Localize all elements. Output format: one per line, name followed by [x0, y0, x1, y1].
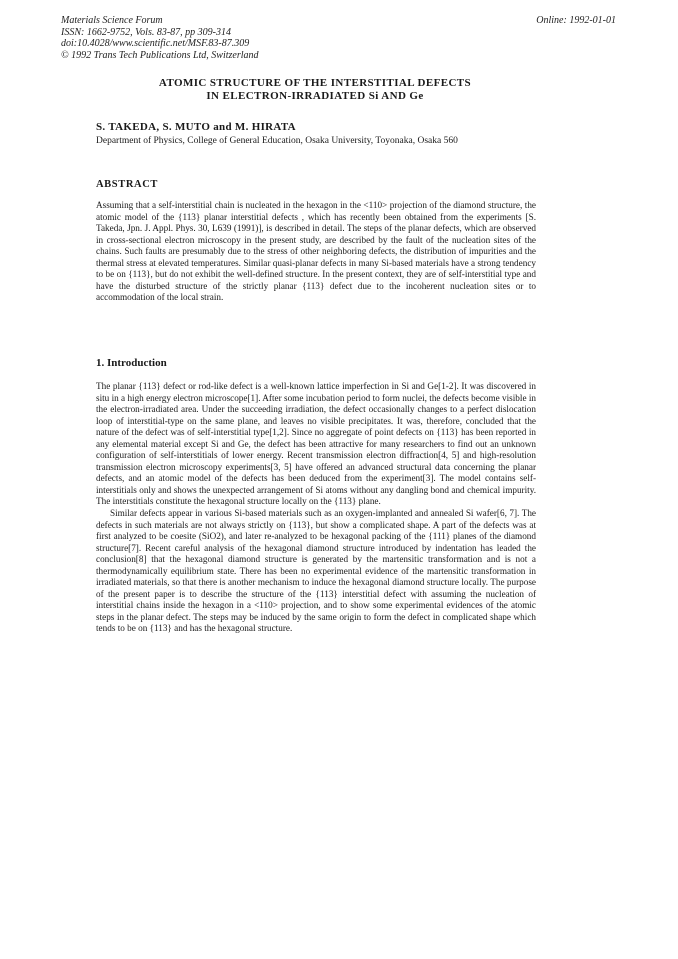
section-heading-introduction: 1. Introduction — [96, 357, 167, 369]
intro-paragraph-2: Similar defects appear in various Si-based materials such as an oxygen-implanted and annealed Si wafer[6, 7]. The defects in such materials are not always strictly on {113}, but show a complicated shape. A part of the defects was at first analyzed to be coesite (SiO2), and later re-analyzed to be hexagonal packing of the {111} planes of the diamond structure[7]. Recent careful analysis of the hexagonal diamond structure introduced by indentation has leaded the conclusion[8] that the hexagonal diamond structure is generated by the martensitic transformation and is not a thermodynamically equilibrium state. There has been no experimental evidence of the martensitic transformation in irradiated materials, so that there is another mechanism to induce the hexagonal diamond structure locally. The purpose of the present paper is to describe the structure of the {113} interstitial defect with assuming the nucleation of interstitial chains inside the hexagon in a <110> projection, and to show some experimental evidences of the atomic steps in the planar defect. The steps may be induced by the same origin to form the defect in complicated shape which tends to be on {113} and has the hexagonal structure. — [96, 508, 536, 634]
introduction-body — [96, 381, 536, 635]
title-line-2: IN ELECTRON-IRRADIATED Si AND Ge — [206, 90, 424, 102]
doi-link[interactable]: doi:10.4028/www.scientific.net/MSF.83-87.309 — [61, 38, 250, 49]
issn-line: ISSN: 1662-9752, Vols. 83-87, pp 309-314 — [61, 26, 231, 38]
affiliation: Department of Physics, College of General Education, Osaka University, Toyonaka, Osaka 560 — [96, 136, 458, 146]
journal-name: Materials Science Forum — [61, 15, 163, 26]
journal-header — [61, 15, 259, 61]
abstract-text: Assuming that a self-interstitial chain is nucleated in the hexagon in the <110> projection of the diamond structure, the atomic model of the {113} planar interstitial defects , which has recently been obtained from the experiments [S. Takeda, Jpn. J. Appl. Phys. 30, L639 (1991)], is described in detail. The steps of the planar defects, which are observed in cross-sectional electron microscopy in the present study, are described by the fault of the nucleation sites of the chains. Such faults are presumably due to the stress of other neighboring defects, the distribution of impurities and the thermal stress at elevated temperatures. Similar quasi-planar defects in many Si-based materials have a strong tendency to be on {113}, but do not exhibit the well-defined structure. In the present context, they are of self-interstitial type and have the disturbed structure of the strictly planar {113} defect due to the incoherent nucleation sites or to accommodation of the local strain. — [96, 200, 536, 303]
abstract-heading: ABSTRACT — [96, 179, 158, 190]
copyright-line: © 1992 Trans Tech Publications Ltd, Switzerland — [61, 49, 259, 61]
online-date: Online: 1992-01-01 — [536, 15, 616, 26]
intro-paragraph-1: The planar {113} defect or rod-like defect is a well-known lattice imperfection in Si and Ge[1-2]. It was discovered in situ in a high energy electron microscope[1]. After some incubation period to form nuclei, the defects become visible in the electron-irradiated area. Under the succeeding irradiation, the defect occasionally changes to a perfect dislocation loop of interstitial-type on the same plane, and leaves no visible precipitates. It was, therefore, concluded that the nature of the defect was of self-interstitial type[1,2]. Since no aggregate of point defects on {113} has been reported in any elemental material except Si and Ge, the defect has been attractive for many researchers to find out an unknown configuration of self-interstitials of lower energy. Recent transmission electron diffraction[4, 5] and high-resolution transmission electron microscopy experiments[3, 5] have offered an advanced structural data concerning the planar defects, and an atomic model of the defects has been deduced from the experiment[3]. The model contains self-interstitials only and shows the unexpected arrangement of Si atoms without any dangling bond and chemical impurity. The interstitials constitute the hexagonal structure locally on the {113} plane. — [96, 381, 536, 507]
authors: S. TAKEDA, S. MUTO and M. HIRATA — [96, 121, 296, 133]
title-line-1: ATOMIC STRUCTURE OF THE INTERSTITIAL DEFECTS — [158, 77, 472, 89]
paper-title — [100, 77, 530, 103]
